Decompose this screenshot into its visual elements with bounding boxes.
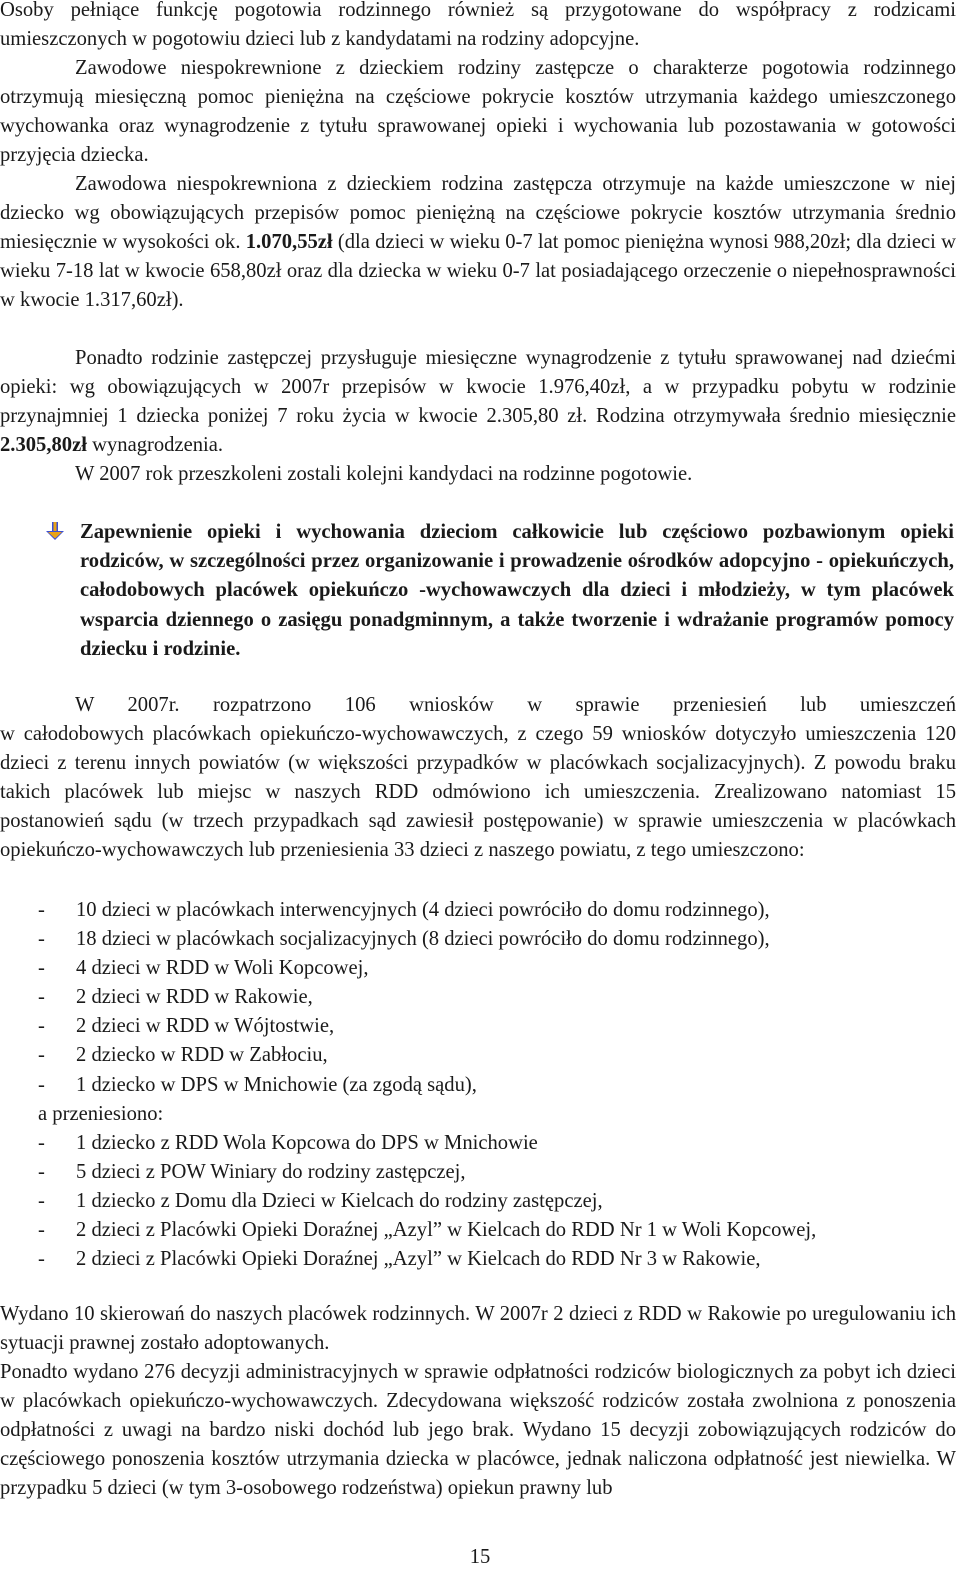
wnioski-rest: w całodobowych placówkach opiekuńczo-wychowawczych, z czego 59 wniosków dotyczyło umieszczenia 120 dzieci z terenu innych powiatów (w większości przypadków w placówkach socjalizacyjnych). Z powodu braku takich placówek lub miejsc w naszych RDD odmówiono ich umieszczenia. Zrealizowano natomiast 15 postanowień sądu (w trzech przypadkach sąd zawiesił postępowanie) w sprawie umieszczenia w placówkach opiekuńczo-wychowawczych lub przeniesienia 33 dzieci z naszego powiatu, z tego umieszczono: bbox=[0, 723, 956, 862]
list-item: - 5 dzieci z POW Winiary do rodziny zastępczej, bbox=[38, 1160, 466, 1183]
list-item: - 1 dziecko z Domu dla Dzieci w Kielcach do rodziny zastępczej, bbox=[38, 1189, 603, 1212]
list-item: - 18 dzieci w placówkach socjalizacyjnych (8 dzieci powróciło do domu rodzinnego), bbox=[38, 928, 770, 951]
ponadto-amount: 2.305,80zł bbox=[0, 434, 87, 457]
list-item: - 1 dziecko z RDD Wola Kopcowa do DPS w Mnichowie bbox=[38, 1131, 538, 1154]
list-item: - 1 dziecko w DPS w Mnichowie (za zgodą sądu), bbox=[38, 1073, 477, 1096]
list-item: - 4 dzieci w RDD w Woli Kopcowej, bbox=[38, 957, 369, 980]
paragraph-skierowania: Wydano 10 skierowań do naszych placówek rodzinnych. W 2007r 2 dzieci z RDD w Rakowie po uregulowaniu ich sytuacji prawnej zostało adoptowanych. bbox=[0, 1303, 956, 1355]
paragraph-wynagrodzenie bbox=[0, 344, 956, 460]
ponadto-text-b: wynagrodzenia. bbox=[86, 434, 224, 457]
paragraph-wnioski bbox=[0, 691, 956, 866]
paragraph-szkolenie: W 2007 rok przeszkoleni zostali kolejni kandydaci na rodzinne pogotowie. bbox=[75, 463, 693, 485]
list-umieszczono bbox=[0, 896, 956, 1274]
page-number: 15 bbox=[469, 1546, 491, 1568]
zawodowa-text-a: Zawodowa niespokrewniona z dzieckiem rodzina zastępcza otrzymuje na każde umieszczone w niej dziecko wg obowiązujących przepisów pomoc pieniężną na częściowe pokrycie kosztów utrzymania średnio miesięcznie w wysokości ok. bbox=[0, 173, 956, 254]
list-item: - 10 dzieci w placówkach interwencyjnych (4 dzieci powróciło do domu rodzinnego), bbox=[38, 899, 770, 921]
paragraph-intro: Osoby pełniące funkcję pogotowia rodzinnego również są przygotowane do współpracy z rodzicami umieszczonych w pogotowiu dzieci lub z kandydatami na rodziny adopcyjne. bbox=[0, 0, 956, 51]
arrow-down-bullet-icon bbox=[46, 522, 64, 540]
ponadto-text-a: Ponadto rodzinie zastępczej przysługuje miesięczne wynagrodzenie z tytułu sprawowanej nad dziećmi opieki: wg obowiązujących w 2007r przepisów w kwocie 1.976,40zł, a w przypadku pobytu w rodzinie przynajmniej 1 dziecka poniżej 7 roku życia w kwocie 2.305,80 zł. Rodzina otrzymywała średnio miesięcznie bbox=[0, 347, 956, 428]
list-item: - 2 dziecko w RDD w Zabłociu, bbox=[38, 1044, 328, 1067]
list-item: - 2 dzieci w RDD w Rakowie, bbox=[38, 986, 313, 1009]
przeniesiono-label: a przeniesiono: bbox=[38, 1102, 164, 1125]
zawodowa-text-b: (dla dzieci w wieku 0-7 lat pomoc pieniężna wynosi 988,20zł; dla dzieci w wieku 7-18 lat w kwocie 658,80zł oraz dla dziecka w wieku 0-7 lat posiadającego orzeczenie o niepełnosprawności w kwocie 1.317,60zł). bbox=[0, 231, 957, 312]
section-heading: Zapewnienie opieki i wychowania dzieciom całkowicie lub częściowo pozbawionym opieki rodziców, w szczególności przez organizowanie i prowadzenie ośrodków adopcyjno - opiekuńczych, całodobowych placówek opiekuńczo -wychowawczych dla dzieci i młodzieży, w tym placówek wsparcia dziennego o zasięgu ponadgminnym, a także tworzenie i wdrażanie programów pomocy dziecku i rodzinie. bbox=[80, 521, 954, 660]
paragraph-decyzje: Ponadto wydano 276 decyzji administracyjnych w sprawie odpłatności rodziców biologicznych za pobyt ich dzieci w placówkach opiekuńczo-wychowawczych. Zdecydowana większość rodziców została zwolniona z ponoszenia odpłatności z uwagi na bardzo niski dochód lub jego brak. Wydano 15 decyzji zobowiązujących rodziców do częściowego ponoszenia kosztów utrzymania dziecka w placówce, jednak naliczona odpłatność jest niewielka. W przypadku 5 dzieci (w tym 3-osobowego rodzeństwa) opiekun prawny lub bbox=[0, 1361, 956, 1500]
wnioski-first-line: W 2007r. rozpatrzono 106 wniosków w sprawie przeniesień lub umieszczeń bbox=[75, 694, 956, 716]
paragraph-zawodowa bbox=[0, 170, 956, 315]
list-item: - 2 dzieci z Placówki Opieki Doraźnej „Azyl” w Kielcach do RDD Nr 1 w Woli Kopcowej, bbox=[38, 1219, 817, 1242]
list-item: - 2 dzieci w RDD w Wójtostwie, bbox=[38, 1015, 335, 1038]
zawodowa-amount: 1.070,55zł bbox=[245, 231, 333, 254]
paragraph-pogotowie: Zawodowe niespokrewnione z dzieckiem rodziny zastępcze o charakterze pogotowia rodzinnego otrzymują miesięczną pomoc pieniężna na częściowe pokrycie kosztów utrzymania każdego umieszczonego wychowanka oraz wynagrodzenie z tytułu sprawowanej opieki i wychowania lub pozostawania w gotowości przyjęcia dziecka. bbox=[0, 57, 956, 167]
list-item: - 2 dzieci z Placówki Opieki Doraźnej „Azyl” w Kielcach do RDD Nr 3 w Rakowie, bbox=[38, 1248, 761, 1271]
